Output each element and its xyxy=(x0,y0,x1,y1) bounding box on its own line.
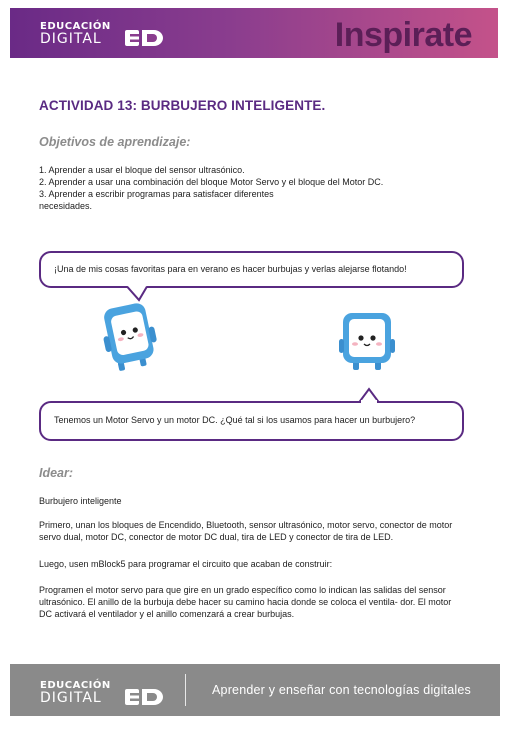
footer-tagline: Aprender y enseñar con tecnologías digitales xyxy=(212,683,471,697)
paragraph: Primero, unan los bloques de Encendido, Bluetooth, sensor ultrasónico, motor servo, conector de motor servo dual, motor DC, conector de motor DC dual, tira de LED y conector de tira de LED. xyxy=(39,520,453,542)
objective-item: 1. Aprender a usar el bloque del sensor ultrasónico. xyxy=(39,165,245,175)
footer-banner xyxy=(10,664,500,716)
ed-logo-icon xyxy=(124,28,168,48)
logo-small-text: EDUCACIÓN xyxy=(40,21,111,32)
robot-character-icon xyxy=(339,311,395,371)
objective-item: 2. Aprender a usar una combinación del bloque Motor Servo y el bloque del Motor DC. xyxy=(39,177,384,187)
educacion-digital-logo xyxy=(40,680,111,705)
logo-big-text: DIGITAL xyxy=(40,31,102,47)
bubble-text-top: ¡Una de mis cosas favoritas para en verano es hacer burbujas y verlas alejarse flotando! xyxy=(54,264,407,274)
objective-item: 3. Aprender a escribir programas para satisfacer diferentes xyxy=(39,189,274,199)
logo-small-text: EDUCACIÓN xyxy=(40,680,111,691)
objectives-heading: Objetivos de aprendizaje: xyxy=(39,135,191,149)
paragraph: Programen el motor servo para que gire en un grado específico como lo indican las salidas del sensor ultrasónico. El anillo de la burbuja debe hacer su camino hacia donde se coloca el ventila- dor. El motor DC activará el ventilador y el anillo comenzará a crear burbujas. xyxy=(39,585,452,619)
brand-title: Inspirate xyxy=(334,16,472,54)
educacion-digital-logo xyxy=(40,21,111,46)
bubble-tail-joint xyxy=(355,400,381,406)
idear-heading: Idear: xyxy=(39,466,74,480)
paragraph: Burbujero inteligente xyxy=(39,496,122,506)
header-banner xyxy=(10,8,498,58)
objective-item: necesidades. xyxy=(39,201,93,211)
page-title: ACTIVIDAD 13: BURBUJERO INTELIGENTE. xyxy=(39,98,326,113)
logo-big-text: DIGITAL xyxy=(40,690,102,706)
paragraph: Luego, usen mBlock5 para programar el circuito que acaban de construir: xyxy=(39,559,333,569)
footer-divider xyxy=(185,674,186,706)
bubble-text-bottom: Tenemos un Motor Servo y un motor DC. ¿Qué tal si los usamos para hacer un burbujero? xyxy=(54,415,416,425)
ed-logo-icon xyxy=(124,687,168,707)
robot-character-icon xyxy=(102,297,160,371)
